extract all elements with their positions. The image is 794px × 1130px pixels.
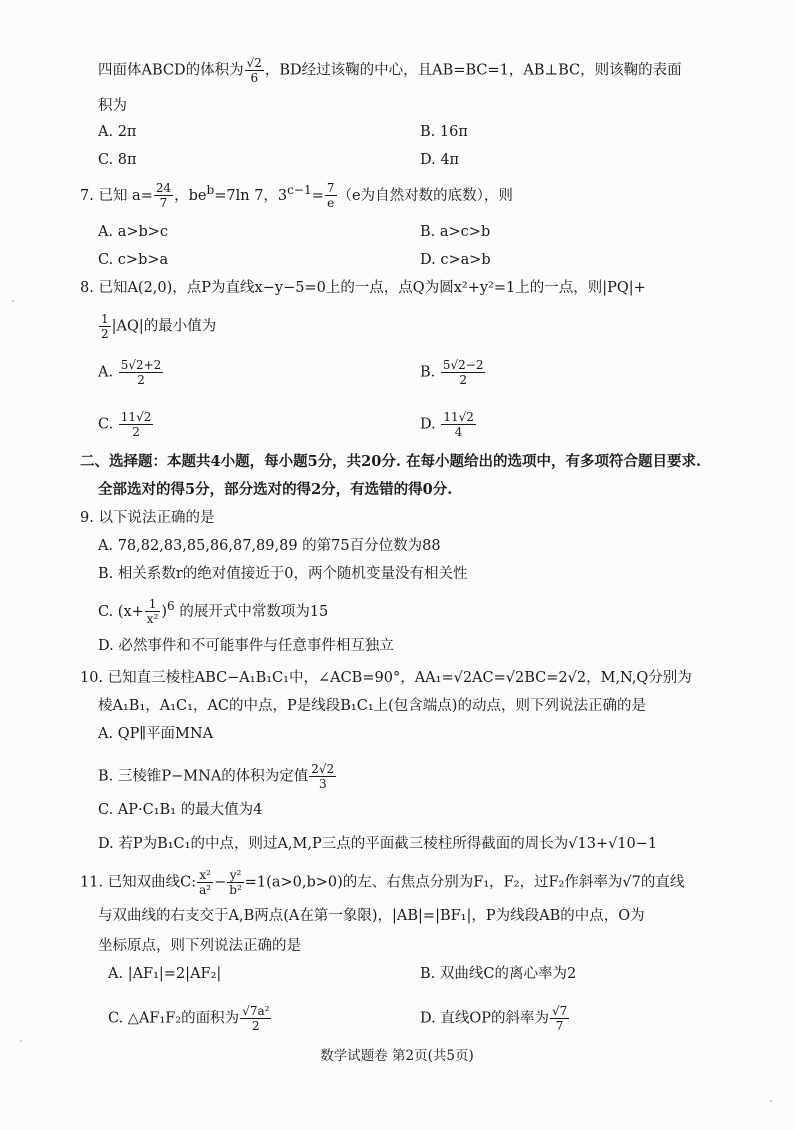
q11-x-fraction xyxy=(197,868,213,897)
q11-stem-line3: 坐标原点，则下列说法正确的是 xyxy=(98,938,301,954)
q6-vol-den: 6 xyxy=(250,71,259,85)
q11-option-d-num: √7 xyxy=(551,1004,568,1018)
q8-option-d-label: D. xyxy=(420,416,436,433)
scan-speck xyxy=(770,1100,772,1102)
q8-stem-line1: 8. 已知A(2,0)，点P为直线x−y−5=0上的一点，点Q为圆x²+y²=1上的一点，则|PQ|+ xyxy=(80,280,646,296)
q7-sup-c: c−1 xyxy=(287,183,312,197)
q8-half-num: 1 xyxy=(101,312,109,326)
q8-option-b[interactable] xyxy=(420,358,486,387)
q6-volume-fraction xyxy=(245,56,264,85)
q9-stem: 9. 以下说法正确的是 xyxy=(80,510,215,526)
section2-heading-line1: 二、选择题：本题共4小题，每小题5分，共20分. 在每小题给出的选项中，有多项符合题目要求. xyxy=(80,453,701,470)
q11-b2: b² xyxy=(229,883,242,897)
q11-option-d-text: D. 直线OP的斜率为 xyxy=(420,1010,549,1027)
section2-heading-line2: 全部选对的得5分，部分选对的得2分，有选错的得0分. xyxy=(98,481,453,498)
q11-minus: − xyxy=(214,874,227,891)
q7-a-den: 7 xyxy=(159,196,168,211)
q8-option-c[interactable] xyxy=(98,410,154,439)
q11-option-c-num: √7a² xyxy=(242,1004,270,1018)
q11-option-c-text: C. △AF₁F₂的面积为 xyxy=(108,1010,240,1027)
q11-option-d[interactable] xyxy=(420,1004,570,1033)
q9-option-c-text-a: C. (x+ xyxy=(98,603,144,620)
q8-option-c-fraction xyxy=(119,410,154,439)
q6-text-a: 四面体ABCD的体积为 xyxy=(98,62,244,79)
q7-text-d: = xyxy=(311,187,324,204)
q10-option-b[interactable] xyxy=(98,762,337,791)
q9-option-b[interactable]: B. 相关系数r的绝对值接近于0，两个随机变量没有相关性 xyxy=(98,566,468,582)
q10-option-b-den: 3 xyxy=(318,777,327,791)
q9-option-c-den: x² xyxy=(146,612,159,627)
q6-stem-line2: 积为 xyxy=(98,98,127,114)
q7-e-fraction xyxy=(325,181,337,210)
q8-option-d-den: 4 xyxy=(454,425,463,439)
q7-text-e: （e为自然对数的底数），则 xyxy=(337,187,513,204)
q10-option-b-fraction xyxy=(309,762,336,791)
q9-option-c-num: 1 xyxy=(145,597,161,612)
q11-y2: y² xyxy=(227,868,244,883)
q8-stem-line2 xyxy=(98,312,216,341)
q9-option-c-text-c: 的展开式中常数项为15 xyxy=(174,603,329,620)
q7-option-b[interactable]: B. a>c>b xyxy=(420,224,491,240)
q8-option-c-num: 11√2 xyxy=(120,410,152,424)
q9-option-c[interactable] xyxy=(98,596,328,626)
q8-option-d[interactable] xyxy=(420,410,477,439)
q7-option-d[interactable]: D. c>a>b xyxy=(420,252,491,268)
q6-option-d[interactable]: D. 4π xyxy=(420,152,460,168)
page-footer: 数学试题卷 第2页(共5页) xyxy=(320,1048,474,1064)
q8-half-fraction xyxy=(99,312,111,341)
q9-option-a[interactable]: A. 78,82,83,85,86,87,89,89 的第75百分位数为88 xyxy=(98,538,441,554)
q8-option-c-den: 2 xyxy=(132,425,140,439)
q11-option-b[interactable]: B. 双曲线C的离心率为2 xyxy=(420,966,577,982)
q11-stem-line2: 与双曲线的右支交于A,B两点(A在第一象限)，|AB|=|BF₁|，P为线段AB的中点，O为 xyxy=(98,908,645,924)
q8-option-d-num: 11√2 xyxy=(443,410,474,424)
q11-option-d-den: 7 xyxy=(555,1019,564,1033)
q11-text-b: =1(a>0,b>0)的左、右焦点分别为F₁，F₂，过F₂作斜率为√7的直线 xyxy=(244,874,685,891)
q11-option-c-den: 2 xyxy=(251,1019,260,1033)
q11-x2: x² xyxy=(197,868,213,883)
q10-stem-line1: 10. 已知直三棱柱ABC−A₁B₁C₁中，∠ACB=90°，AA₁=√2AC=√2BC=2√2，M,N,Q分别为 xyxy=(80,670,692,686)
q8-option-b-num: 5√2−2 xyxy=(442,358,484,372)
q6-option-b[interactable]: B. 16π xyxy=(420,124,468,140)
q10-option-c[interactable]: C. AP·C₁B₁ 的最大值为4 xyxy=(98,802,263,818)
scan-speck xyxy=(12,300,14,302)
q8-option-d-fraction xyxy=(441,410,476,439)
q8-half-den: 2 xyxy=(101,327,109,341)
q8-option-b-den: 2 xyxy=(459,373,467,387)
q10-option-b-text: B. 三棱锥P−MNA的体积为定值 xyxy=(98,768,309,785)
q11-option-c-fraction xyxy=(240,1004,271,1033)
scan-speck xyxy=(20,1040,22,1042)
q9-option-c-exponent: 6 xyxy=(167,599,175,613)
q8-text-b: |AQ|的最小值为 xyxy=(111,318,217,335)
q8-option-a-fraction xyxy=(119,358,164,387)
q8-option-a[interactable] xyxy=(98,358,164,387)
q10-stem-line2: 棱A₁B₁，A₁C₁，AC的中点，P是线段B₁C₁上(包含端点)的动点，则下列说法正确的是 xyxy=(98,698,646,714)
q9-option-c-text-b: ) xyxy=(161,603,168,620)
q7-sup-b: b xyxy=(206,183,215,197)
q11-y-fraction xyxy=(227,868,244,897)
q7-e-den: e xyxy=(327,196,335,211)
q7-option-a[interactable]: A. a>b>c xyxy=(98,224,169,240)
q7-a-num: 24 xyxy=(155,181,172,196)
q11-stem-line1 xyxy=(80,868,684,897)
q8-option-a-den: 2 xyxy=(137,373,145,387)
q8-option-c-label: C. xyxy=(98,416,114,433)
q7-e-num: 7 xyxy=(326,181,335,196)
q7-text-a: 7. 已知 a= xyxy=(80,187,153,204)
q11-option-c[interactable] xyxy=(108,1004,272,1033)
q10-option-b-num: 2√2 xyxy=(311,762,335,776)
q8-option-b-label: B. xyxy=(420,364,436,381)
q8-option-a-num: 5√2+2 xyxy=(120,358,162,372)
q7-stem xyxy=(80,180,513,210)
q6-stem-line1 xyxy=(98,56,682,85)
q6-vol-num: √2 xyxy=(246,56,262,70)
q8-option-a-label: A. xyxy=(98,364,114,381)
q6-option-c[interactable]: C. 8π xyxy=(98,152,137,168)
q10-option-d[interactable]: D. 若P为B₁C₁的中点，则过A,M,P三点的平面截三棱柱所得截面的周长为√13+√10−1 xyxy=(98,836,658,852)
q10-option-a[interactable]: A. QP∥平面MNA xyxy=(98,726,214,742)
q9-option-c-fraction xyxy=(145,597,161,626)
q11-text-a: 11. 已知双曲线C: xyxy=(80,874,197,891)
q11-a2: a² xyxy=(199,883,212,897)
q7-a-fraction xyxy=(154,181,173,210)
q9-option-d[interactable]: D. 必然事件和不可能事件与任意事件相互独立 xyxy=(98,638,394,654)
q11-option-d-fraction xyxy=(550,1004,569,1033)
q8-option-b-fraction xyxy=(441,358,486,387)
q6-option-a[interactable]: A. 2π xyxy=(98,124,137,140)
q7-option-c[interactable]: C. c>b>a xyxy=(98,252,169,268)
q7-text-b: ，be xyxy=(174,187,207,204)
q6-text-b: ，BD经过该鞠的中心，且AB=BC=1，AB⊥BC，则该鞠的表面 xyxy=(264,62,682,79)
q11-option-a[interactable]: A. |AF₁|=2|AF₂| xyxy=(108,966,222,982)
q7-text-c: =7ln 7，3 xyxy=(214,187,288,204)
